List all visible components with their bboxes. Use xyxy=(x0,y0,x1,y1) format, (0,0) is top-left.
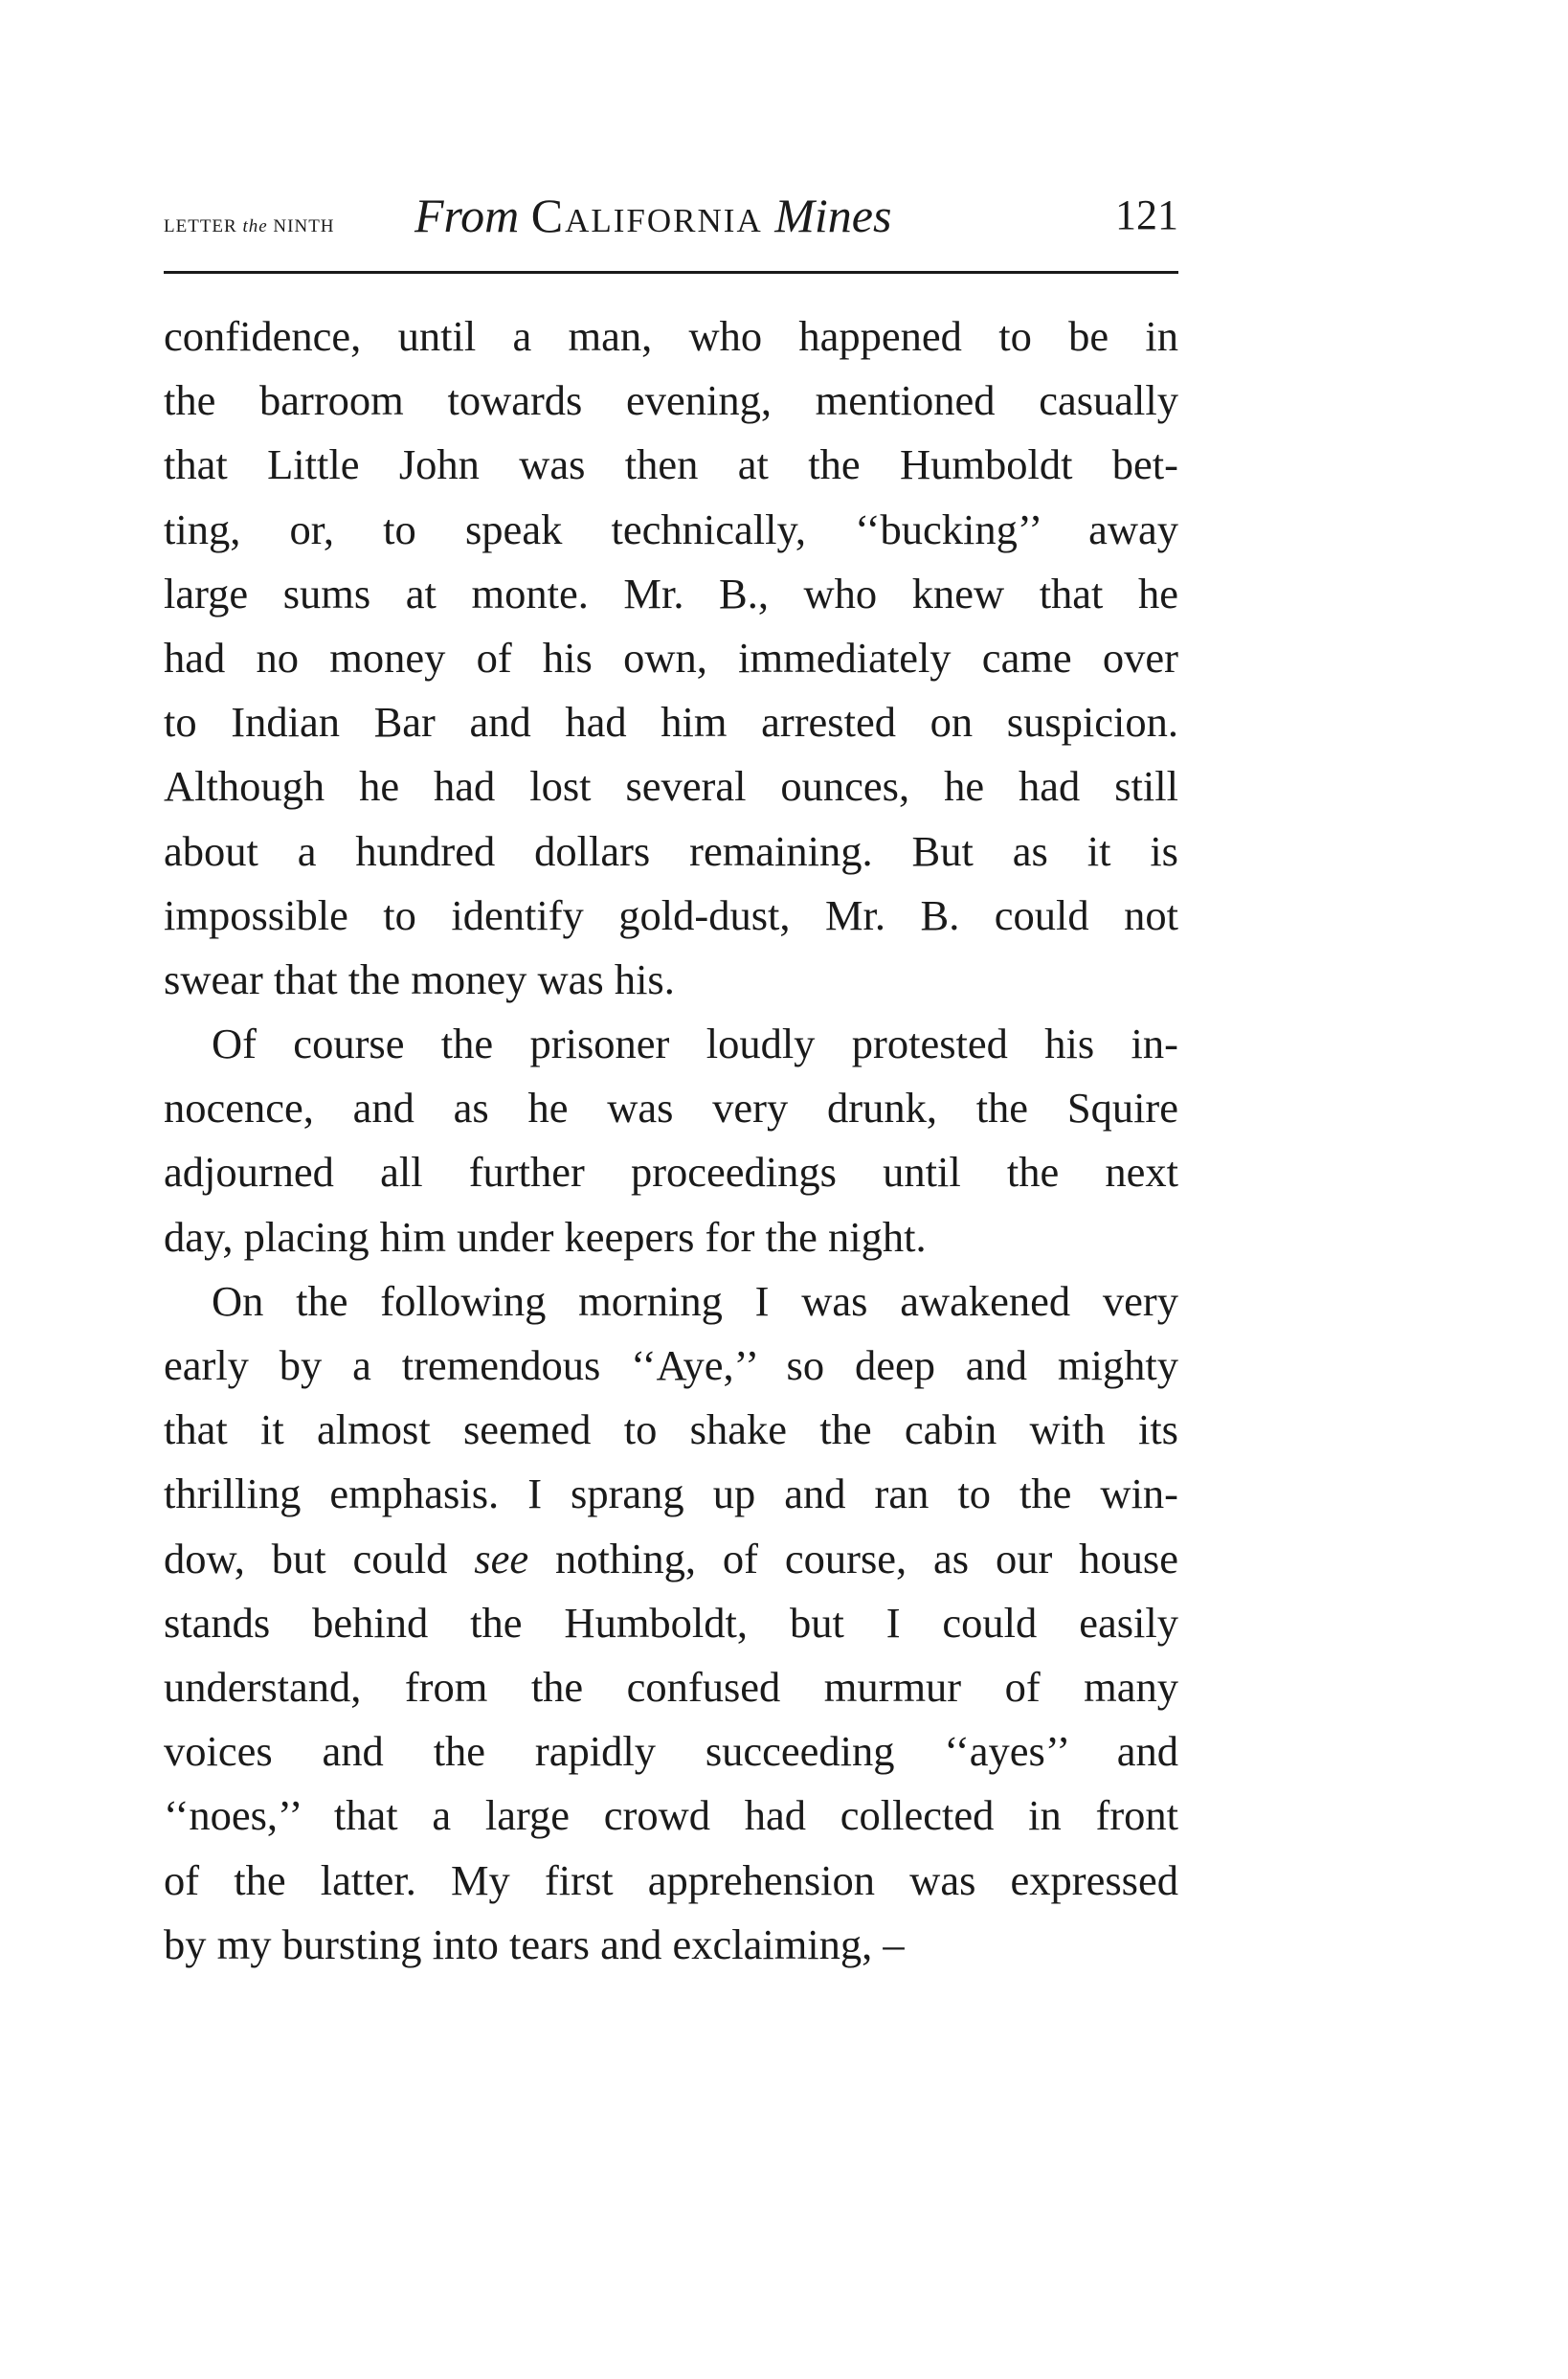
paragraph-2 xyxy=(164,1012,1178,1269)
text-line: voices and the rapidly succeeding ‘‘ayes’’ and xyxy=(164,1727,1178,1776)
text-line: large sums at monte. Mr. B., who knew that he xyxy=(164,569,1178,617)
text-line: stands behind the Humboldt, but I could easily xyxy=(164,1598,1178,1647)
running-head-letter xyxy=(164,216,335,237)
text-segment: nothing, of course, as our house xyxy=(528,1534,1178,1582)
text-line: ‘‘noes,’’ that a large crowd had collected in front xyxy=(164,1791,1178,1840)
paragraph-3 xyxy=(164,1269,1178,1977)
text-line: by my bursting into tears and exclaiming, – xyxy=(164,1919,905,1968)
running-head-the-word: the xyxy=(242,216,268,236)
text-line: adjourned all further proceedings until the next xyxy=(164,1148,1178,1197)
text-line: early by a tremendous ‘‘Aye,’’ so deep and mighty xyxy=(164,1341,1178,1389)
running-head-ninth-word: NINTH xyxy=(273,216,335,236)
running-head-from-word: From xyxy=(414,189,520,242)
text-line: confidence, until a man, who happened to be in xyxy=(164,312,1178,360)
text-line: impossible to identify gold-dust, Mr. B. could not xyxy=(164,890,1178,939)
text-line: to Indian Bar and had him arrested on suspicion. xyxy=(164,698,1178,747)
text-line: had no money of his own, immediately came over xyxy=(164,633,1178,682)
text-line: On the following morning I was awakened very xyxy=(212,1276,1178,1325)
text-line: the barroom towards evening, mentioned casually xyxy=(164,376,1178,425)
running-head-title xyxy=(414,188,891,243)
text-line: swear that the money was his. xyxy=(164,954,675,1003)
header-rule xyxy=(164,271,1178,274)
text-line: Of course the prisoner loudly protested his in- xyxy=(212,1020,1178,1068)
italic-word: see xyxy=(474,1534,529,1582)
text-line xyxy=(164,1527,1178,1591)
paragraph-1 xyxy=(164,304,1178,1012)
page-number: 121 xyxy=(1115,191,1178,238)
running-head-mines-word: Mines xyxy=(774,189,892,242)
running-head-california-word: California xyxy=(530,189,763,242)
running-head xyxy=(164,188,1178,255)
text-line: that it almost seemed to shake the cabin with its xyxy=(164,1405,1178,1454)
text-line: day, placing him under keepers for the night. xyxy=(164,1212,927,1261)
text-line: nocence, and as he was very drunk, the Squire xyxy=(164,1084,1178,1133)
text-line: understand, from the confused murmur of many xyxy=(164,1662,1178,1711)
text-line: of the latter. My first apprehension was expressed xyxy=(164,1855,1178,1904)
running-head-letter-word: LETTER xyxy=(164,216,237,236)
text-line: ting, or, to speak technically, ‘‘bucking’’ away xyxy=(164,505,1178,553)
text-segment: dow, but could xyxy=(164,1534,475,1582)
text-line: Although he had lost several ounces, he had still xyxy=(164,762,1178,811)
text-line: that Little John was then at the Humboldt bet- xyxy=(164,440,1178,489)
body-text xyxy=(164,304,1178,1977)
text-line: thrilling emphasis. I sprang up and ran to the win- xyxy=(164,1470,1178,1518)
text-line: about a hundred dollars remaining. But as it is xyxy=(164,826,1178,875)
